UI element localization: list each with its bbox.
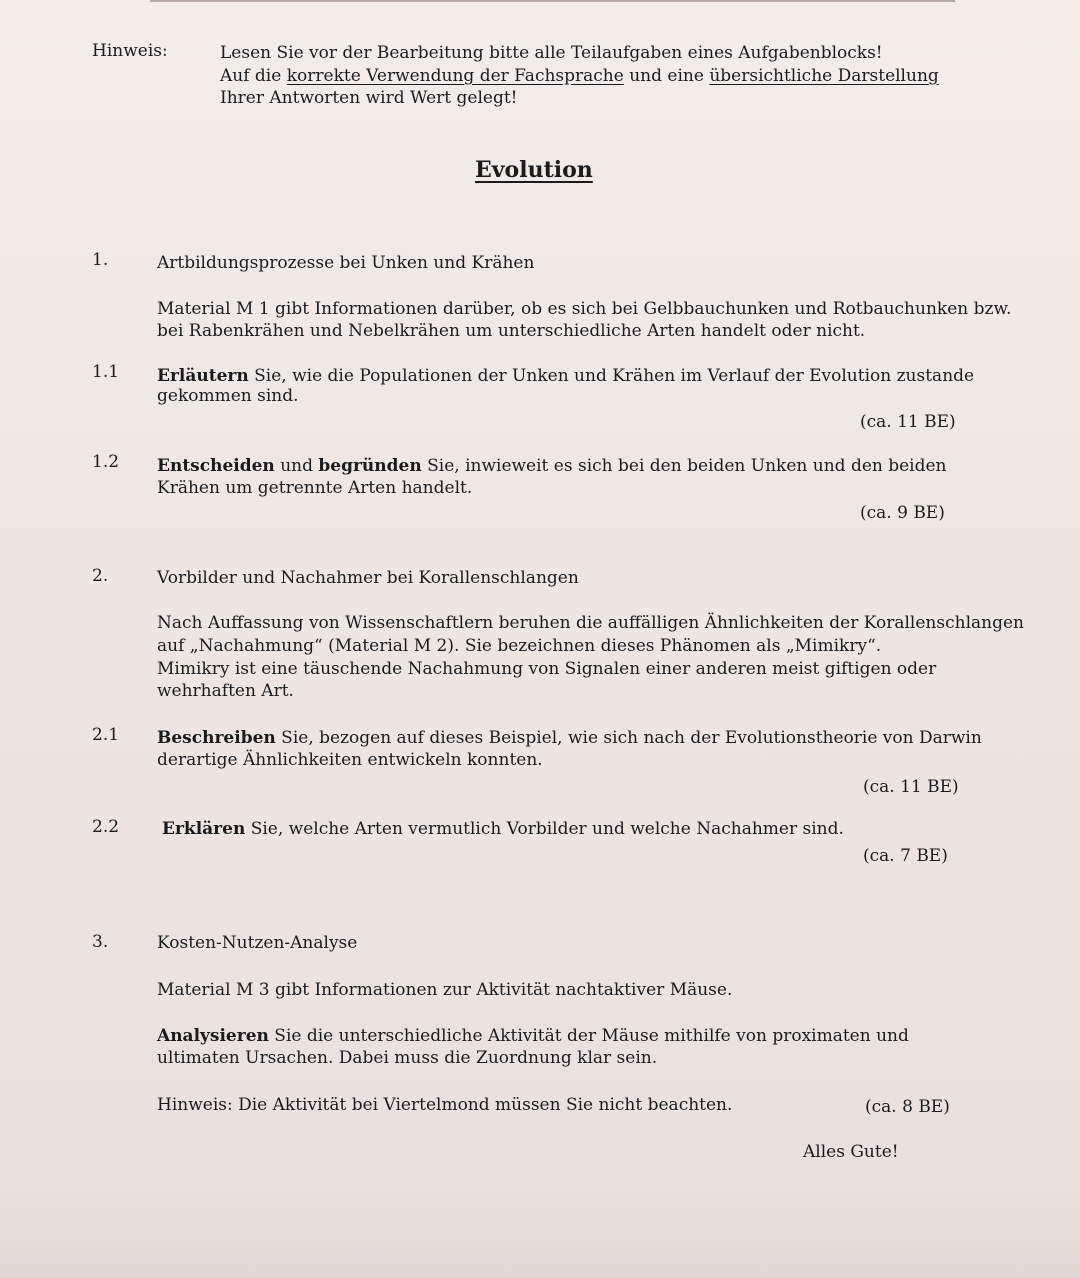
hint-underline-darstellung: übersichtliche Darstellung bbox=[709, 66, 939, 86]
task-intro-line: Material M 3 gibt Informationen zur Aktivität nachtaktiver Mäuse. bbox=[157, 980, 733, 1000]
task-intro-line: Nach Auffassung von Wissenschaftlern beruhen die auffälligen Ähnlichkeiten der Korallenschlangen bbox=[157, 613, 1024, 633]
hint-line-2 bbox=[220, 65, 939, 87]
page-shadow bbox=[0, 1188, 1080, 1278]
subtask-text: Sie, bezogen auf dieses Beispiel, wie sich nach der Evolutionstheorie von Darwin bbox=[275, 728, 982, 748]
points-label: (ca. 11 BE) bbox=[863, 777, 959, 797]
subtask-text: Sie, wie die Populationen der Unken und Krähen im Verlauf der Evolution zustande bbox=[248, 366, 975, 386]
subtask-text: und bbox=[274, 456, 319, 476]
subtask-line bbox=[162, 818, 844, 840]
operator-verb: Beschreiben bbox=[157, 728, 276, 748]
task-text: Sie die unterschiedliche Aktivität der Mäuse mithilfe von proximaten und bbox=[268, 1026, 909, 1046]
task-intro-line: Material M 1 gibt Informationen darüber, ob es sich bei Gelbbauchunken und Rotbauchunken bzw. bbox=[157, 299, 1012, 319]
subtask-number: 2.1 bbox=[92, 725, 120, 745]
subtask-line bbox=[157, 727, 982, 749]
subtask-line: gekommen sind. bbox=[157, 386, 299, 406]
task-number: 2. bbox=[92, 566, 109, 586]
task-intro-line: auf „Nachahmung“ (Material M 2). Sie bezeichnen dieses Phänomen als „Mimikry“. bbox=[157, 636, 882, 656]
subtask-text: Sie, welche Arten vermutlich Vorbilder und welche Nachahmer sind. bbox=[245, 819, 844, 839]
page-title: Evolution bbox=[475, 157, 593, 183]
task-line bbox=[157, 1025, 909, 1047]
hint-line-3: Ihrer Antworten wird Wert gelegt! bbox=[220, 88, 518, 108]
task-intro-line: Mimikry ist eine täuschende Nachahmung von Signalen einer anderen meist giftigen oder bbox=[157, 659, 937, 679]
task-note: Hinweis: Die Aktivität bei Viertelmond müssen Sie nicht beachten. bbox=[157, 1095, 733, 1115]
task-intro-line: wehrhaften Art. bbox=[157, 681, 294, 701]
operator-verb: Entscheiden bbox=[157, 456, 275, 476]
task-heading: Artbildungsprozesse bei Unken und Krähen bbox=[157, 253, 535, 273]
subtask-line: derartige Ähnlichkeiten entwickeln konnten. bbox=[157, 750, 543, 770]
hint-line-2-start: Auf die bbox=[220, 66, 287, 86]
subtask-number: 2.2 bbox=[92, 817, 120, 837]
task-heading: Vorbilder und Nachahmer bei Korallenschlangen bbox=[157, 568, 579, 588]
task-number: 1. bbox=[92, 250, 109, 270]
subtask-number: 1.2 bbox=[92, 452, 120, 472]
task-heading: Kosten-Nutzen-Analyse bbox=[157, 933, 358, 953]
subtask-line bbox=[157, 365, 974, 387]
hint-line-2-middle: und eine bbox=[623, 66, 710, 86]
points-label: (ca. 11 BE) bbox=[860, 412, 956, 432]
hint-label: Hinweis: bbox=[92, 41, 168, 61]
top-border-line bbox=[150, 0, 955, 2]
points-label: (ca. 8 BE) bbox=[865, 1097, 950, 1117]
points-label: (ca. 7 BE) bbox=[863, 846, 948, 866]
closing-text: Alles Gute! bbox=[803, 1142, 899, 1162]
operator-verb: Analysieren bbox=[157, 1026, 269, 1046]
subtask-text: Sie, inwieweit es sich bei den beiden Unken und den beiden bbox=[421, 456, 947, 476]
subtask-number: 1.1 bbox=[92, 362, 120, 382]
task-line: ultimaten Ursachen. Dabei muss die Zuordnung klar sein. bbox=[157, 1048, 658, 1068]
task-number: 3. bbox=[92, 932, 109, 952]
task-intro-line: bei Rabenkrähen und Nebelkrähen um unterschiedliche Arten handelt oder nicht. bbox=[157, 321, 866, 341]
hint-line-1: Lesen Sie vor der Bearbeitung bitte alle Teilaufgaben eines Aufgabenblocks! bbox=[220, 43, 883, 63]
points-label: (ca. 9 BE) bbox=[860, 503, 945, 523]
subtask-line: Krähen um getrennte Arten handelt. bbox=[157, 478, 473, 498]
operator-verb: Erläutern bbox=[157, 366, 249, 386]
subtask-line bbox=[157, 455, 947, 477]
hint-underline-fachsprache: korrekte Verwendung der Fachsprache bbox=[286, 66, 624, 86]
operator-verb: Erklären bbox=[162, 819, 246, 839]
operator-verb: begründen bbox=[318, 456, 422, 476]
